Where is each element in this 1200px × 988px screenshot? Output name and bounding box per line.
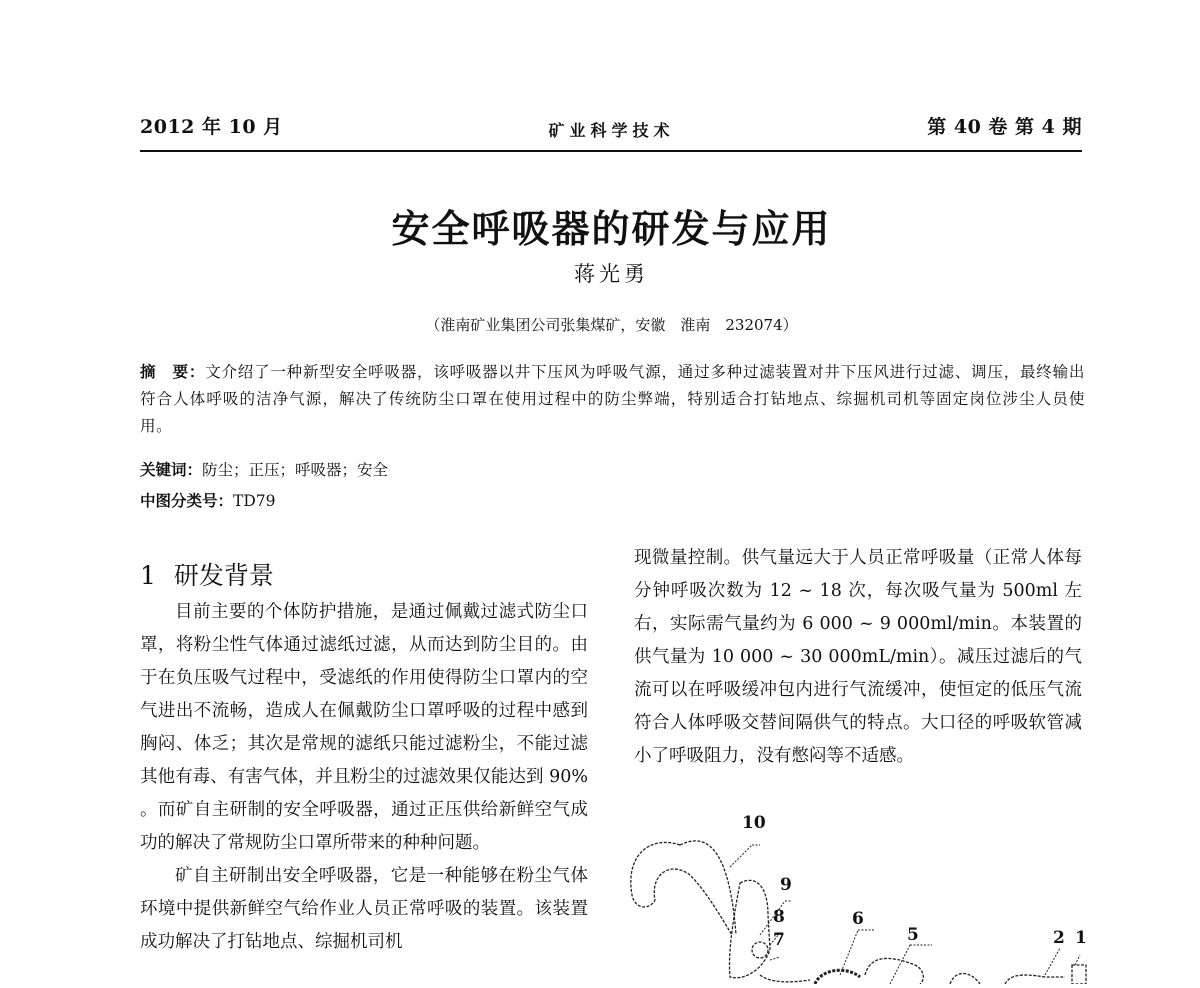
section-heading: [140, 556, 274, 592]
section-number: 1: [140, 561, 156, 590]
keywords: [140, 458, 388, 480]
article-author: 蒋光勇: [574, 262, 649, 286]
figure-label-10: 10: [742, 813, 766, 833]
abstract-text: 文介绍了一种新型安全呼吸器，该呼吸器以井下压风为呼吸气源，通过多种过滤装置对井下压风进行过滤、调压，最终输出符合人体呼吸的洁净气源，解决了传统防尘口罩在使用过程中的防尘弊端，特别适合打钻地点、综掘机司机等固定岗位涉尘人员使用。: [140, 363, 1085, 435]
section-title: 研发背景: [173, 561, 274, 590]
classification-text: TD79: [233, 492, 276, 510]
left-column: [140, 596, 588, 959]
body-paragraph: 现微量控制。供气量远大于人员正常呼吸量（正常人体每分钟呼吸次数为 12 ~ 18 次，每次吸气量为 500ml 左右，实际需气量约为 6 000 ~ 9 000ml/min。本装置的供气量为 10 000 ~ 30 000mL/min）。减压过滤后的气流可以在呼吸缓冲包内进行气流缓冲，使恒定的低压气流符合人体呼吸交替间隔供气的特点。大口径的呼吸软管减小了呼吸阻力，没有憋闷等不适感。: [634, 548, 1082, 766]
figure-label-5: 5: [907, 925, 919, 945]
classification: [140, 489, 276, 511]
body-paragraph: 目前主要的个体防护措施，是通过佩戴过滤式防尘口罩，将粉尘性气体通过滤纸过滤，从而达到防尘目的。由于在负压吸气过程中，受滤纸的作用使得防尘口罩内的空气进出不流畅，造成人在佩戴防尘口罩呼吸的过程中感到胸闷、体乏；其次是常规的滤纸只能过滤粉尘，不能过滤其他有毒、有害气体，并且粉尘的过滤效果仅能达到 90% 。而矿自主研制的安全呼吸器，通过正压供给新鲜空气成功的解决了常规防尘口罩所带来的种种问题。: [140, 602, 588, 853]
figure-label-2: 2: [1053, 928, 1065, 948]
classification-label: 中图分类号：: [140, 491, 234, 510]
abstract: [140, 358, 1085, 440]
figure-respirator-diagram: [620, 805, 1090, 984]
body-paragraph: 矿自主研制出安全呼吸器，它是一种能够在粉尘气体环境中提供新鲜空气给作业人员正常呼吸的装置。该装置成功解决了打钻地点、综掘机司机: [140, 866, 588, 952]
right-column: [634, 542, 1082, 773]
article-affiliation: （淮南矿业集团公司张集煤矿，安徽 淮南 232074）: [425, 316, 798, 334]
keywords-text: 防尘；正压；呼吸器；安全: [202, 461, 389, 479]
header-date: 2012 年 10 月: [140, 116, 283, 138]
figure-label-8: 8: [773, 907, 785, 927]
keywords-label: 关键词：: [140, 460, 203, 479]
figure-label-9: 9: [780, 875, 792, 895]
article-title: 安全呼吸器的研发与应用: [391, 206, 832, 251]
header-issue: 第 40 卷 第 4 期: [927, 116, 1082, 138]
header-rule: [140, 150, 1082, 152]
figure-label-1: 1: [1075, 928, 1087, 948]
figure-label-7: 7: [773, 930, 785, 950]
abstract-label: 摘 要：: [140, 362, 206, 381]
figure-label-6: 6: [852, 909, 864, 929]
header-journal: 矿业科学技术: [548, 121, 675, 140]
